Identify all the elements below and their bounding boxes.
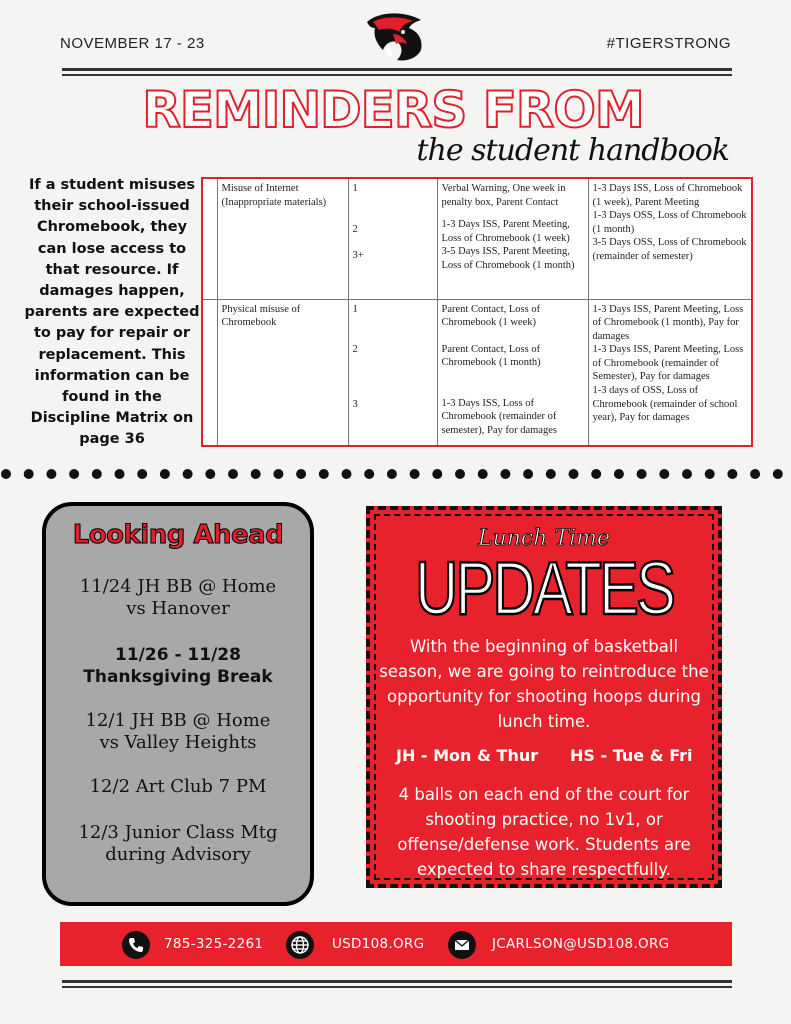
lunch-paragraph-2: 4 balls on each end of the court for shooting practice, no 1v1, or offense/defense work. Students are expected to share respectfully. <box>397 785 691 879</box>
handbook-subtitle: the student handbook <box>416 133 729 168</box>
divider-dot <box>478 469 488 479</box>
looking-ahead-panel <box>42 502 314 906</box>
divider-dot <box>773 469 783 479</box>
bottom-rule-thin <box>62 986 732 988</box>
bottom-rule <box>62 980 732 983</box>
phone-icon <box>122 931 150 959</box>
divider-dot <box>410 469 420 479</box>
divider-dot <box>342 469 352 479</box>
event-item: 11/24 JH BB @ Home vs Hanover <box>79 576 277 619</box>
event-item: 12/3 Junior Class Mtg during Advisory <box>78 822 278 865</box>
divider-dot <box>183 469 193 479</box>
level-cell: 1 2 3+ <box>348 179 437 299</box>
divider-dot <box>228 469 238 479</box>
lunch-updates-panel <box>366 506 722 888</box>
top-rule-thin <box>62 74 732 76</box>
envelope-icon <box>448 931 476 959</box>
divider-dot <box>705 469 715 479</box>
divider-dot <box>546 469 556 479</box>
hs-consequence-cell: 1-3 Days ISS, Parent Meeting, Loss of Chromebook (1 month), Pay for damages 1-3 Days ISS, Parent Meeting, Loss of Chromebook (remainder of Semester), Pay for damages 1-3 days of OSS, Loss of Chromebook (remainder of school year), Pay for damages <box>588 299 751 445</box>
dotted-divider <box>0 467 791 481</box>
jh-consequence-cell: Parent Contact, Loss of Chromebook (1 week) Parent Contact, Loss of Chromebook (1 month) 1-3 Days ISS, Loss of Chromebook (remainder of semester), Pay for damages <box>437 299 588 445</box>
divider-dot <box>659 469 669 479</box>
jh-schedule: JH - Mon & Thur <box>396 746 539 765</box>
event-item: 11/26 - 11/28 Thanksgiving Break <box>83 645 273 687</box>
divider-dot <box>69 469 79 479</box>
updates-title: UPDATES <box>415 546 673 631</box>
phone-number[interactable]: 785-325-2261 <box>164 936 264 952</box>
divider-dot <box>364 469 374 479</box>
discipline-table <box>203 179 751 445</box>
divider-dot <box>591 469 601 479</box>
lunch-time-title: Lunch Time <box>477 526 611 551</box>
website-link[interactable]: USD108.ORG <box>332 936 425 952</box>
date-range: NOVEMBER 17 - 23 <box>60 35 205 52</box>
divider-dot <box>205 469 215 479</box>
divider-dot <box>137 469 147 479</box>
discipline-matrix <box>201 177 753 447</box>
divider-dot <box>682 469 692 479</box>
table-row <box>203 179 751 299</box>
divider-dot <box>92 469 102 479</box>
offense-cell: Misuse of Internet (Inappropriate materials) <box>217 179 348 299</box>
divider-dot <box>727 469 737 479</box>
divider-dot <box>296 469 306 479</box>
contact-footer <box>60 922 732 966</box>
divider-dot <box>637 469 647 479</box>
divider-dot <box>24 469 34 479</box>
hs-consequence-cell: 1-3 Days ISS, Loss of Chromebook (1 week), Parent Meeting 1-3 Days OSS, Loss of Chromebook (1 month) 3-5 Days OSS, Loss of Chromebook (remainder of semester) <box>588 179 751 299</box>
divider-dot <box>750 469 760 479</box>
divider-dot <box>500 469 510 479</box>
globe-icon <box>286 931 314 959</box>
divider-dot <box>46 469 56 479</box>
divider-dot <box>160 469 170 479</box>
offense-cell: Physical misuse of Chromebook <box>217 299 348 445</box>
top-rule <box>62 68 732 71</box>
divider-dot <box>115 469 125 479</box>
event-item: 12/1 JH BB @ Home vs Valley Heights <box>85 710 271 753</box>
tiger-head-icon <box>363 10 427 64</box>
divider-dot <box>387 469 397 479</box>
table-row <box>203 299 751 445</box>
lunch-paragraph-1: With the beginning of basketball season, we are going to reintroduce the opportunity for shooting hoops during lunch time. <box>379 637 709 731</box>
divider-dot <box>319 469 329 479</box>
event-item: 12/2 Art Club 7 PM <box>89 776 267 797</box>
jh-consequence-cell: Verbal Warning, One week in penalty box, Parent Contact 1-3 Days ISS, Parent Meeting, Loss of Chromebook (1 week) 3-5 Days ISS, Parent Meeting, Loss of Chromebook (1 month) <box>437 179 588 299</box>
divider-dot <box>614 469 624 479</box>
divider-dot <box>432 469 442 479</box>
hs-schedule: HS - Tue & Fri <box>570 746 693 765</box>
looking-ahead-title: Looking Ahead <box>72 520 284 550</box>
reminders-title: REMINDERS FROM <box>142 81 644 139</box>
divider-dot <box>569 469 579 479</box>
divider-dot <box>455 469 465 479</box>
divider-dot <box>1 469 11 479</box>
divider-dot <box>273 469 283 479</box>
divider-dot <box>251 469 261 479</box>
hashtag: #TIGERSTRONG <box>606 35 731 52</box>
chromebook-intro-text: If a student misuses their school-issued Chromebook, they can lose access to that resource. If damages happen, parents are expected to pay for repair or replacement. This information can be found in the Discipline Matrix on page 36 <box>24 177 200 448</box>
divider-dot <box>523 469 533 479</box>
email-link[interactable]: JCARLSON@USD108.ORG <box>492 936 670 952</box>
level-cell: 1 2 3 <box>348 299 437 445</box>
